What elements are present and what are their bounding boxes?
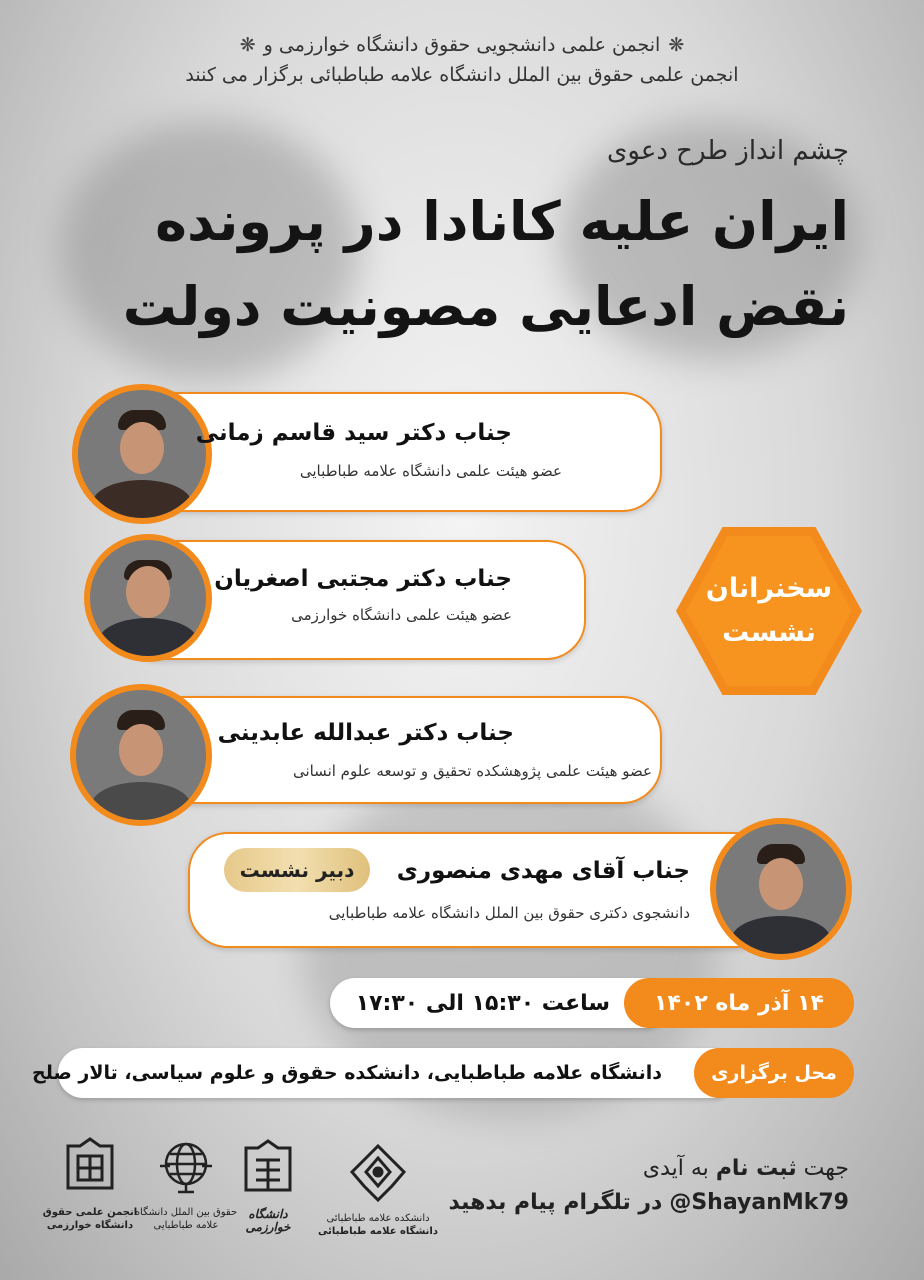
atu-emblem-icon <box>348 1142 408 1204</box>
kharazmi-emblem-icon <box>238 1138 298 1200</box>
event-title-line-1: ایران علیه کانادا در پرونده <box>155 190 849 253</box>
kharazmi-law-association-logo: انجمن علمی حقوق دانشگاه خوارزمی <box>40 1136 140 1232</box>
speaker-photo <box>72 384 212 524</box>
event-date: ۱۴ آذر ماه ۱۴۰۲ <box>654 990 824 1016</box>
speaker-affiliation: عضو هیئت علمی پژوهشکده تحقیق و توسعه علوم انسانی <box>292 762 652 780</box>
speaker-photo <box>84 534 212 662</box>
speaker-affiliation: عضو هیئت علمی دانشگاه خوارزمی <box>291 606 512 624</box>
organizers-line-1: ❋انجمن علمی دانشجویی حقوق دانشگاه خوارزمی و❋ <box>239 34 685 56</box>
speaker-name: جناب دکتر سید قاسم زمانی <box>195 420 512 446</box>
intl-law-atu-logo: حقوق بین الملل دانشگاه علامه طباطبایی <box>134 1136 238 1232</box>
star-icon: ❋ <box>239 34 256 56</box>
secretary-badge: دبیر نشست <box>224 848 370 892</box>
organizers-header <box>0 30 924 90</box>
telegram-handle[interactable]: @ShayanMk79 <box>669 1190 849 1215</box>
speaker-name: جناب دکتر عبدالله عابدینی <box>217 720 514 746</box>
organizers-line-2: انجمن علمی حقوق بین الملل دانشگاه علامه طباطبائی برگزار می کنند <box>185 64 739 86</box>
registration-line-1: جهت ثبت نام به آیدی <box>642 1156 849 1181</box>
venue-value: دانشگاه علامه طباطبایی، دانشکده حقوق و علوم سیاسی، تالار صلح <box>32 1062 662 1084</box>
speaker-affiliation: عضو هیئت علمی دانشگاه علامه طباطبایی <box>299 462 562 480</box>
globe-scales-icon <box>156 1136 216 1198</box>
event-subtitle: چشم انداز طرح دعوی <box>607 136 849 166</box>
event-time: ساعت ۱۵:۳۰ الی ۱۷:۳۰ <box>355 990 610 1016</box>
venue-pill <box>32 1048 738 1098</box>
speakers-badge-text: سخنرانان نشست <box>705 573 833 648</box>
secretary-affiliation: دانشجوی دکتری حقوق بین الملل دانشگاه علامه طباطبایی <box>328 904 690 922</box>
venue-label-pill <box>694 1048 854 1098</box>
time-pill <box>330 978 670 1028</box>
speaker-name: جناب دکتر مجتبی اصغریان <box>214 566 512 592</box>
secretary-photo <box>710 818 852 960</box>
kharazmi-logo: دانشگاه خوارزمی <box>232 1138 304 1234</box>
venue-label: محل برگزاری <box>711 1062 837 1084</box>
atu-logo: دانشکده علامه طباطبائی دانشگاه علامه طباطبائی <box>318 1142 438 1238</box>
date-pill <box>624 978 854 1028</box>
star-icon: ❋ <box>668 34 685 56</box>
registration-line-2: @ShayanMk79 در تلگرام پیام بدهید <box>448 1190 849 1215</box>
secretary-name: جناب آقای مهدی منصوری <box>396 858 690 884</box>
registration-info <box>448 1152 849 1220</box>
event-title-line-2: نقض ادعایی مصونیت دولت <box>122 275 849 338</box>
speaker-photo <box>70 684 212 826</box>
association-emblem-icon <box>60 1136 120 1198</box>
